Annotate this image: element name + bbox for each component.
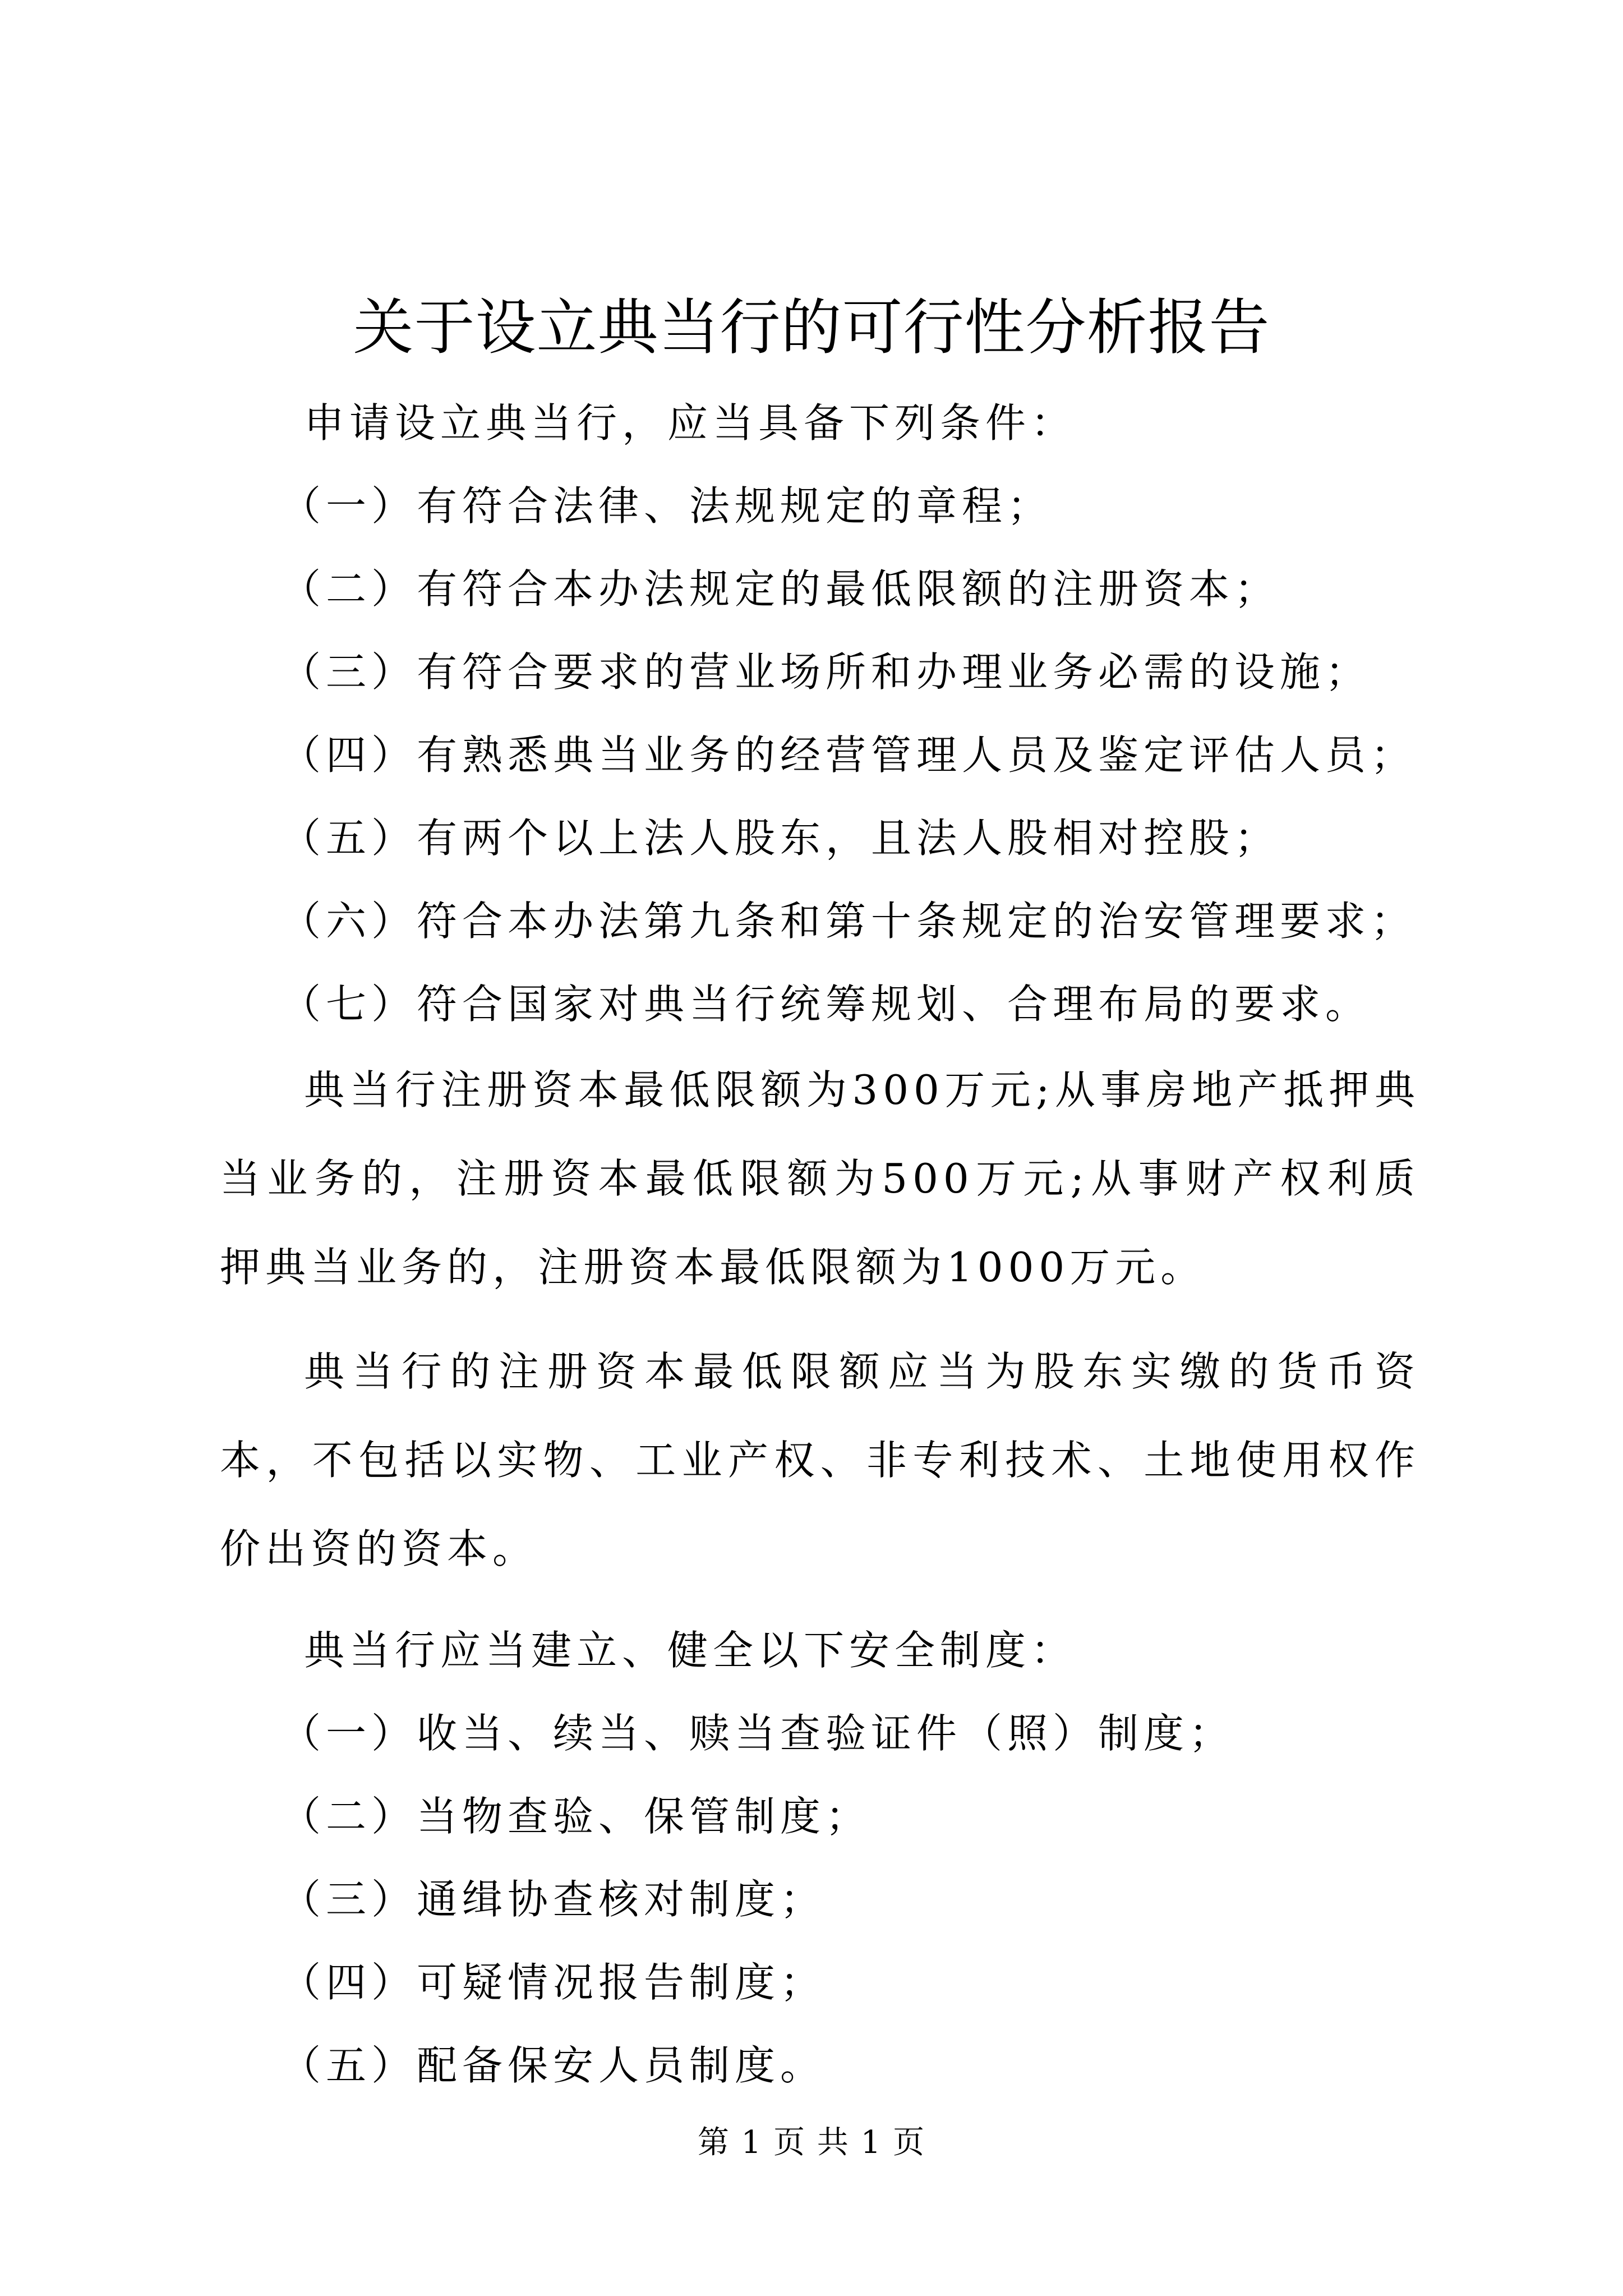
safety-rule-item: （三）通缉协查核对制度； [280,1876,826,1923]
document-title: 关于设立典当行的可行性分析报告 [353,293,1270,363]
condition-item: （五）有两个以上法人股东，且法人股相对控股； [280,815,1280,862]
condition-item: （二）有符合本办法规定的最低限额的注册资本； [280,565,1280,613]
condition-item: （六）符合本办法第九条和第十条规定的治安管理要求； [280,898,1417,945]
condition-item: （三）有符合要求的营业场所和办理业务必需的设施； [280,648,1371,696]
safety-intro: 典当行应当建立、健全以下安全制度： [304,1627,1077,1674]
safety-rule-item: （一）收当、续当、赎当查验证件（照）制度； [280,1710,1235,1757]
condition-item: （一）有符合法律、法规规定的章程； [280,482,1053,530]
safety-rule-item: （五）配备保安人员制度。 [280,2042,826,2089]
conditions-intro: 申请设立典当行，应当具备下列条件： [304,399,1077,447]
safety-rule-item: （二）当物查验、保管制度； [280,1793,872,1840]
safety-rules-list [220,1692,1420,2107]
paragraph-spacer [220,1593,1420,1609]
condition-item: （四）有熟悉典当业务的经营管理人员及鉴定评估人员； [280,731,1417,779]
condition-item: （七）符合国家对典当行统筹规划、合理布局的要求。 [280,981,1371,1028]
capital-source-paragraph: 典当行的注册资本最低限额应当为股东实缴的货币资本，不包括以实物、工业产权、非专利技术、土地使用权作价出资的资本。 [220,1348,1420,1572]
capital-paragraph: 典当行注册资本最低限额为300万元;从事房地产抵押典当业务的，注册资本最低限额为500万元;从事财产权利质押典当业务的，注册资本最低限额为1000万元。 [220,1066,1420,1291]
paragraph-spacer [220,1312,1420,1327]
conditions-list [220,464,1420,1046]
page-number-footer: 第 1 页 共 1 页 [697,2124,926,2161]
safety-rule-item: （四）可疑情况报告制度； [280,1959,826,2006]
document-body [220,381,1420,2107]
